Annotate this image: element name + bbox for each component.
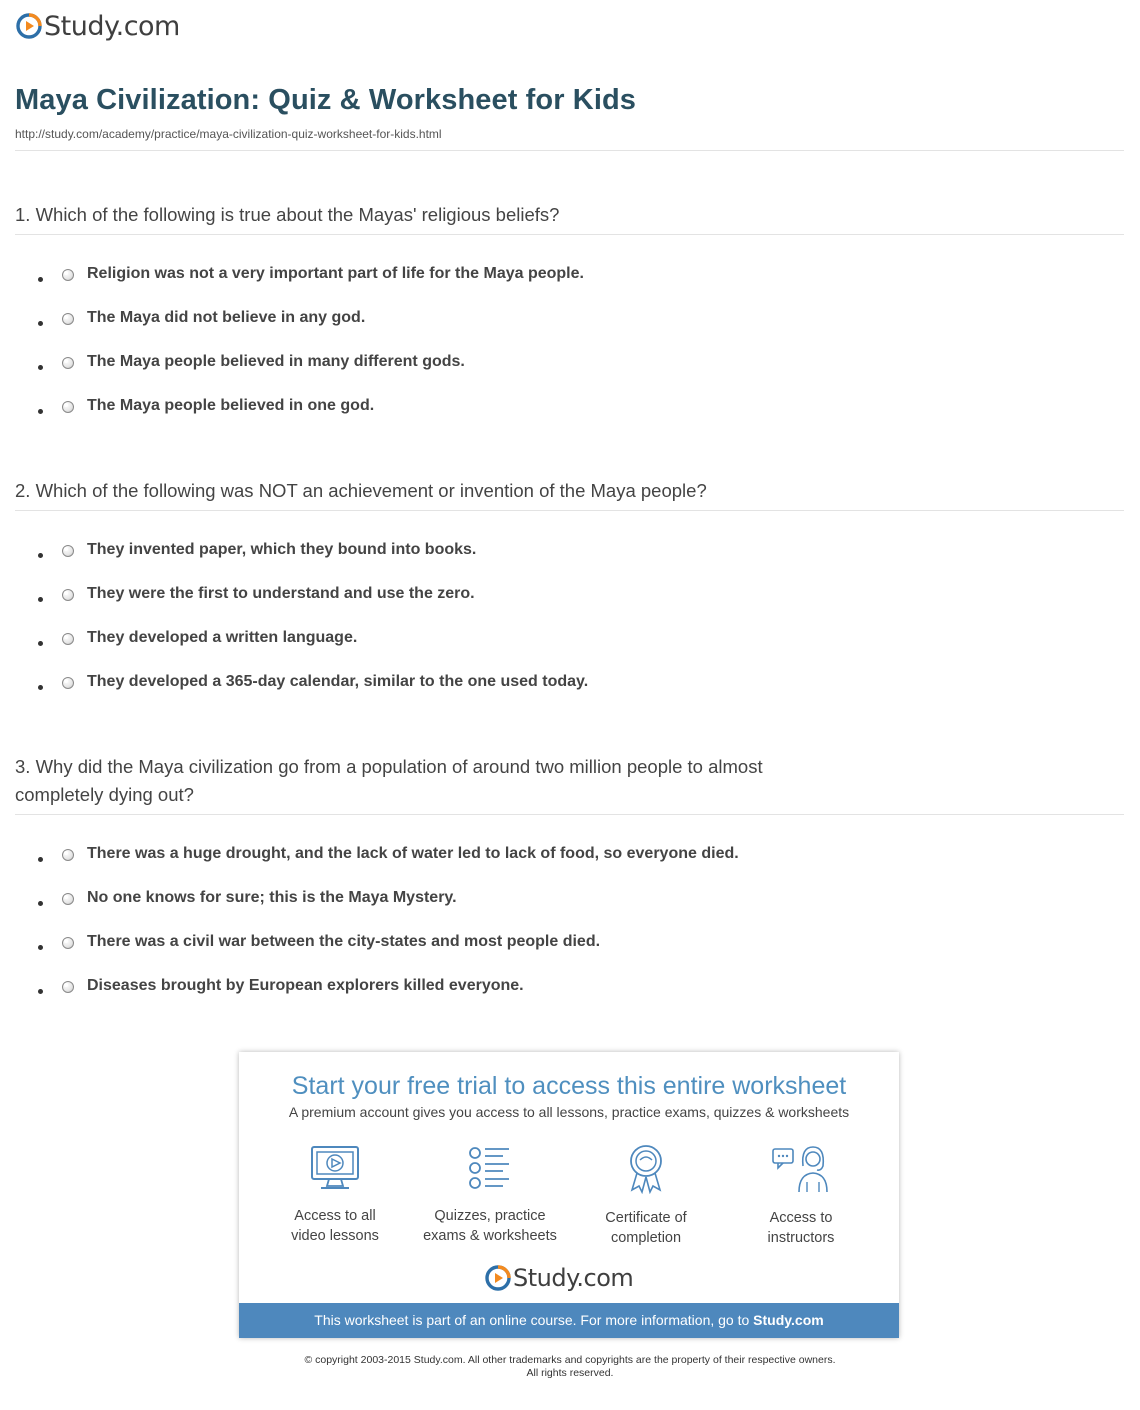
radio-button[interactable] (62, 357, 74, 369)
feature-label: Quizzes, practice exams & worksheets (423, 1208, 557, 1244)
answer-choice[interactable] (0, 394, 900, 438)
free-trial-promo[interactable] (239, 1052, 899, 1338)
choice-text: The Maya people believed in one god. (87, 397, 375, 414)
study-logo-icon (16, 13, 42, 39)
promo-subheading: A premium account gives you access to all lessons, practice exams, quizzes & worksheets (288, 1104, 850, 1120)
promo-bar-text: This worksheet is part of an online course. For more information, go to (314, 1312, 754, 1328)
study-link[interactable]: Study.com (753, 1312, 824, 1328)
feature-instructors (721, 1144, 881, 1248)
radio-button[interactable] (62, 401, 74, 413)
answer-choice[interactable] (0, 262, 900, 306)
feature-label: Certificate of completion (605, 1210, 687, 1246)
choice-text: They developed a written language. (87, 629, 358, 646)
bullet (38, 857, 43, 862)
bullet (38, 365, 43, 370)
study-logo-icon (485, 1265, 511, 1291)
bullet (38, 641, 43, 646)
page-title: Maya Civilization: Quiz & Worksheet for Kids (15, 84, 637, 116)
answer-choice[interactable] (0, 842, 900, 886)
question-3-line-1: 3. Why did the Maya civilization go from a population of around two million people to almost (15, 756, 763, 777)
radio-button[interactable] (62, 269, 74, 281)
answer-choice[interactable] (0, 306, 900, 350)
copyright-footer (0, 1354, 1140, 1380)
answer-choice[interactable] (0, 930, 900, 974)
feature-video-lessons (255, 1144, 415, 1246)
choice-text: Diseases brought by European explorers killed everyone. (87, 977, 524, 994)
radio-button[interactable] (62, 937, 74, 949)
divider (15, 510, 1124, 511)
question-3-choices (0, 842, 900, 1018)
copyright-line-2: All rights reserved. (526, 1367, 614, 1379)
question-1-choices (0, 262, 900, 438)
radio-button[interactable] (62, 545, 74, 557)
choice-text: There was a civil war between the city-states and most people died. (87, 933, 601, 950)
choice-text: There was a huge drought, and the lack of water led to lack of food, so everyone died. (87, 845, 739, 862)
feature-label: Access to all video lessons (291, 1208, 379, 1244)
question-2: 2. Which of the following was NOT an achievement or invention of the Maya people? (15, 480, 707, 501)
radio-button[interactable] (62, 313, 74, 325)
bullet (38, 321, 43, 326)
bullet (38, 901, 43, 906)
logo-text: Study.com (513, 1264, 634, 1292)
certificate-icon (626, 1144, 666, 1194)
radio-button[interactable] (62, 893, 74, 905)
video-lesson-icon (309, 1144, 361, 1192)
question-1: 1. Which of the following is true about the Mayas' religious beliefs? (15, 204, 560, 225)
choice-text: The Maya did not believe in any god. (87, 309, 366, 326)
divider (15, 150, 1124, 151)
question-3-line-2: completely dying out? (15, 784, 194, 805)
radio-button[interactable] (62, 981, 74, 993)
question-3 (15, 753, 763, 809)
bullet (38, 277, 43, 282)
divider (15, 234, 1124, 235)
bullet (38, 685, 43, 690)
bullet (38, 409, 43, 414)
bullet (38, 553, 43, 558)
answer-choice[interactable] (0, 626, 900, 670)
instructor-icon (771, 1144, 831, 1194)
radio-button[interactable] (62, 849, 74, 861)
answer-choice[interactable] (0, 582, 900, 626)
promo-info-bar (239, 1303, 899, 1338)
choice-text: They invented paper, which they bound into books. (87, 541, 477, 558)
answer-choice[interactable] (0, 974, 900, 1018)
feature-quizzes (410, 1144, 570, 1246)
question-2-choices (0, 538, 900, 714)
choice-text: They developed a 365-day calendar, similar to the one used today. (87, 673, 589, 690)
radio-button[interactable] (62, 633, 74, 645)
logo-text: Study.com (44, 10, 180, 42)
answer-choice[interactable] (0, 350, 900, 394)
choice-text: Religion was not a very important part of life for the Maya people. (87, 265, 584, 282)
answer-choice[interactable] (0, 886, 900, 930)
bullet (38, 945, 43, 950)
bullet (38, 597, 43, 602)
promo-logo[interactable] (485, 1264, 633, 1292)
choice-text: They were the first to understand and use the zero. (87, 585, 475, 602)
answer-choice[interactable] (0, 670, 900, 714)
radio-button[interactable] (62, 677, 74, 689)
radio-button[interactable] (62, 589, 74, 601)
choice-text: No one knows for sure; this is the Maya Mystery. (87, 889, 457, 906)
quiz-list-icon (468, 1144, 512, 1192)
bullet (38, 989, 43, 994)
page-url: http://study.com/academy/practice/maya-civilization-quiz-worksheet-for-kids.html (15, 127, 442, 141)
site-logo[interactable] (16, 10, 180, 42)
feature-label: Access to instructors (767, 1210, 835, 1246)
divider (15, 814, 1124, 815)
answer-choice[interactable] (0, 538, 900, 582)
promo-heading[interactable]: Start your free trial to access this entire worksheet (291, 1072, 847, 1100)
choice-text: The Maya people believed in many different gods. (87, 353, 465, 370)
feature-certificate (566, 1144, 726, 1248)
copyright-line-1: © copyright 2003-2015 Study.com. All other trademarks and copyrights are the property of their respective owners. (304, 1354, 836, 1366)
